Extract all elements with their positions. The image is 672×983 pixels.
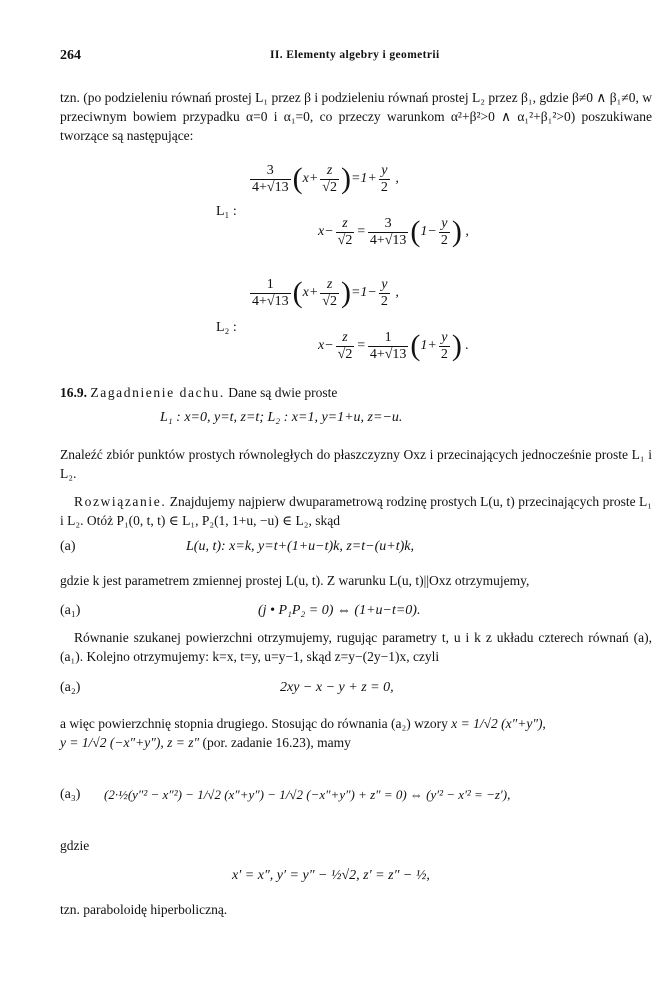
intro-paragraph bbox=[60, 88, 652, 145]
l1-equation-1: $\frac{3}{4+√13}$ (x+ $\frac{z}{√2}$ )=1+ $\frac{y}{2}$ , bbox=[252, 162, 399, 195]
eq-a2-label: (a₂) bbox=[60, 680, 81, 695]
problem-intro: Dane są dwie proste bbox=[228, 385, 338, 400]
eq-a: L(u, t): x=k, y=t+(1+u−t)k, z=t−(u+t)k, bbox=[186, 539, 414, 554]
eq-a2: 2xy − x − y + z = 0, bbox=[280, 680, 394, 695]
l2-equation-1: $\frac{1}{4+√13}$ (x+ $\frac{z}{√2}$ )=1− $\frac{y}{2}$ , bbox=[252, 276, 399, 309]
solution-intro bbox=[60, 492, 652, 530]
solution-text-4 bbox=[60, 714, 652, 752]
problem-title: Zagadnienie dachu. bbox=[90, 385, 225, 400]
conclusion: tzn. paraboloidę hiperboliczną. bbox=[60, 902, 228, 917]
solution-text-3: Równanie szukanej powierzchni otrzymujemy, rugując parametry t, u i k z układu czterech równań (a), (a₁). Kolejno otrzymujemy: k=x, t=y, u=y−1, skąd z=y−(2y−1)x, czyli bbox=[60, 630, 652, 664]
formula-x: x = 1/√2 (x″+y″), bbox=[451, 716, 546, 731]
gdzie-word: gdzie bbox=[60, 838, 90, 853]
page-number: 264 bbox=[60, 48, 81, 63]
solution-text-4a: a więc powierzchnię stopnia drugiego. Stosując do równania (a₂) wzory bbox=[60, 716, 448, 731]
problem-task: Znaleźć zbiór punktów prostych równoległych do płaszczyzny Oxz i przecinających jednocześnie proste L₁ i L₂. bbox=[60, 447, 652, 481]
problem-lines: L₁ : x=0, y=t, z=t; L₂ : x=1, y=1+u, z=−u. bbox=[160, 410, 403, 425]
problem-heading bbox=[60, 383, 652, 402]
formula-yz: y = 1/√2 (−x″+y″), z = z″ bbox=[60, 735, 200, 750]
solution-text-2: gdzie k jest parametrem zmiennej prostej L(u, t). Z warunku L(u, t)||Oxz otrzymujemy, bbox=[60, 573, 530, 588]
substitution: x′ = x″, y′ = y″ − ½√2, z′ = z″ − ½, bbox=[232, 868, 430, 883]
solution-heading: Rozwiązanie. bbox=[74, 494, 167, 509]
solution-text-4b: (por. zadanie 16.23), mamy bbox=[202, 735, 351, 750]
l2-equation-2: x− $\frac{z}{√2}$ = $\frac{1}{4+√13}$ (1+ $\frac{y}{2}$ ) . bbox=[318, 329, 469, 362]
running-title: II. Elementy algebry i geometrii bbox=[270, 49, 440, 61]
page-header bbox=[60, 48, 650, 68]
eq-a1: (j • P₁P₂ = 0) ⇔ (1+u−t=0). bbox=[258, 603, 421, 618]
l1-label: L₁ : bbox=[216, 204, 237, 219]
l2-label: L₂ : bbox=[216, 320, 237, 335]
l1-equation-2: x− $\frac{z}{√2}$ = $\frac{3}{4+√13}$ (1− $\frac{y}{2}$ ) , bbox=[318, 215, 469, 248]
problem-number: 16.9. bbox=[60, 385, 87, 400]
solution-text-1: Znajdujemy najpierw dwuparametrową rodzinę prostych L(u, t) przecinających proste L₁ i L₂. Otóż P₁(0, t, t) ∈ L₁, P₂(1, 1+u, −u) ∈ L₂, skąd bbox=[60, 494, 653, 528]
eq-a3-label: (a₃) bbox=[60, 787, 81, 802]
eq-a1-label: (a₁) bbox=[60, 603, 81, 618]
eq-a3: (2·½(y″² − x″²) − 1/√2 (x″+y″) − 1/√2 (−x″+y″) + z″ = 0) ⇔ (y′² − x′² = −z′), bbox=[104, 787, 511, 802]
eq-a-label: (a) bbox=[60, 539, 76, 554]
intro-paragraph-text: tzn. (po podzieleniu równań prostej L₁ przez β i podzieleniu równań prostej L₂ przez β₁, gdzie β≠0 ∧ β₁≠0, w przeciwnym bowiem przypadku α=0 i α₁=0, co przeczy warunkom α²+β²>0 ∧ α₁²+β₁²>0) poszukiwane tworzące są następujące: bbox=[60, 90, 652, 143]
